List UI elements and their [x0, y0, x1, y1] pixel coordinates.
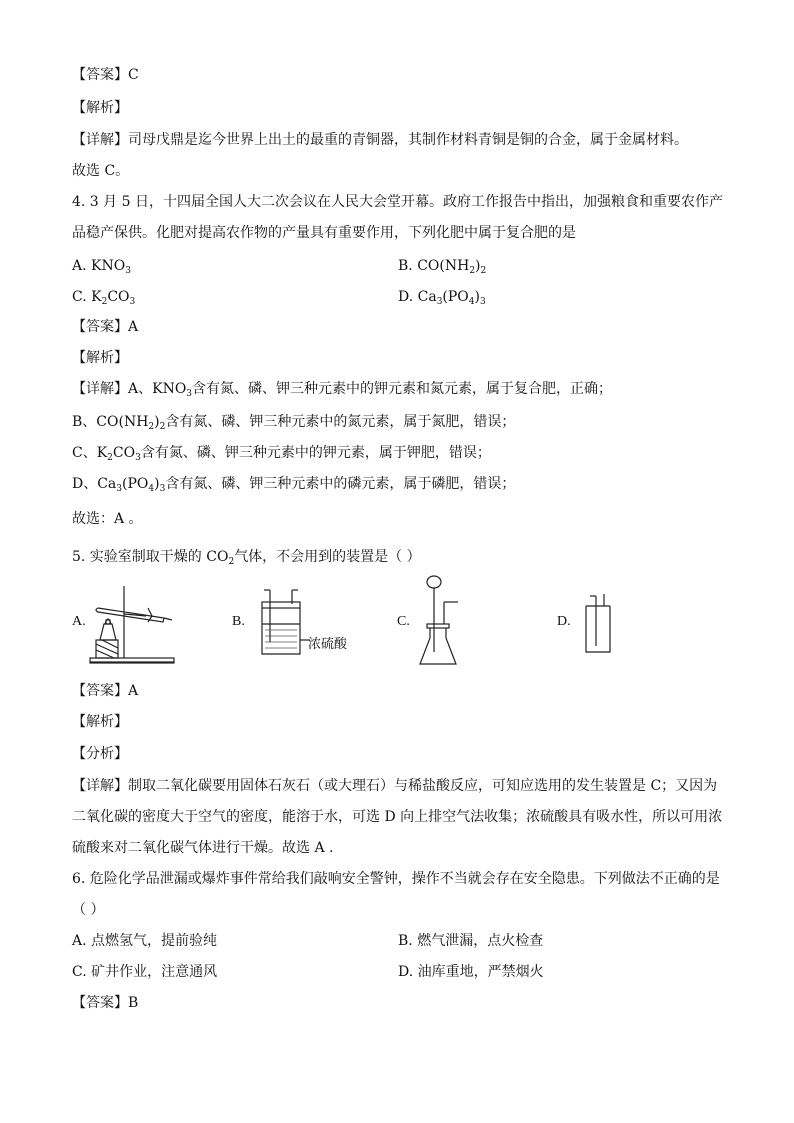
option-text: CO — [107, 289, 130, 305]
q5-stem — [72, 548, 421, 571]
q3-detail-line — [72, 131, 688, 149]
apparatus-a-heating-setup-icon — [88, 578, 178, 668]
subscript: 3 — [129, 297, 136, 307]
acid-label: 浓硫酸 — [308, 637, 348, 652]
q4-detail-a — [72, 380, 612, 403]
q4-detail-c — [72, 444, 491, 467]
q4-stem-line1: 4. 3 月 5 日，十四届全国人大二次会议在人民大会堂开幕。政府工作报告中指出，加强粮食和重要农作产 — [72, 194, 723, 210]
option-text: ) — [475, 258, 481, 274]
subscript: 4 — [468, 297, 475, 307]
subscript: 3 — [186, 389, 193, 399]
subscript: 3 — [125, 266, 131, 276]
detail-tag: 【详解】 — [72, 778, 128, 794]
apparatus-b-wash-bottle-icon — [256, 588, 316, 658]
answer-tag: 【答案】 — [72, 683, 128, 699]
subscript: 2 — [148, 422, 155, 432]
answer-tag: 【答案】 — [72, 319, 128, 335]
q4-analysis-tag: 【解析】 — [72, 350, 128, 366]
detail-text: 含有氮、磷、钾三种元素中的磷元素，属于磷肥，错误； — [165, 476, 516, 492]
q6-stem-line2: （ ） — [72, 902, 105, 918]
answer-value: A — [128, 683, 139, 699]
option-text: A. KNO — [72, 258, 126, 274]
q6-stem-line1: 6. 危险化学品泄漏或爆炸事件常给我们敲响安全警钟，操作不当就会存在安全隐患。下列做法不正确的是 — [72, 871, 720, 887]
q6-option-d: D. 油库重地，严禁烟火 — [398, 964, 544, 980]
detail-text: ) — [154, 414, 160, 430]
detail-text: 含有氮、磷、钾三种元素中的钾元素，属于钾肥，错误； — [140, 445, 491, 461]
q5-label-b: B. — [232, 614, 245, 629]
option-text: ) — [474, 289, 480, 305]
detail-text: C、K — [72, 445, 108, 461]
detail-text: (PO — [122, 476, 149, 492]
q5-answer-line — [72, 682, 138, 700]
subscript: 3 — [436, 297, 443, 307]
answer-tag: 【答案】 — [72, 995, 128, 1011]
detail-text: CO — [112, 445, 136, 461]
subscript: 4 — [148, 484, 155, 494]
answer-value: A — [128, 319, 139, 335]
detail-text: 含有氮、磷、钾三种元素中的钾元素和氮元素，属于复合肥，正确； — [192, 381, 613, 397]
subscript: 2 — [101, 297, 108, 307]
q4-conclusion: 故选：A 。 — [72, 511, 143, 527]
q4-option-c — [72, 288, 135, 311]
option-text: (PO — [442, 289, 469, 305]
q6-option-b: B. 燃气泄漏，点火检查 — [398, 933, 544, 949]
subscript: 3 — [479, 297, 486, 307]
detail-tag: 【详解】 — [72, 132, 128, 148]
q5-detail-line1 — [72, 777, 717, 795]
detail-tag: 【详解】 — [72, 381, 128, 397]
q4-stem-line2: 品稳产保供。化肥对提高农作物的产量具有重要作用，下列化肥中属于复合肥的是 — [72, 225, 576, 241]
q6-option-c: C. 矿井作业，注意通风 — [72, 964, 218, 980]
answer-value: B — [128, 995, 139, 1011]
detail-text: A、KNO — [128, 381, 187, 397]
q3-analysis-tag: 【解析】 — [72, 100, 128, 116]
q5-detail-line2: 二氧化碳的密度大于空气的密度，能溶于水，可选 D 向上排空气法收集；浓硫酸具有吸水性，所以可用浓 — [72, 809, 723, 825]
q5-label-a: A. — [72, 614, 86, 629]
detail-text: 司母戊鼎是迄今世界上出土的最重的青铜器，其制作材料青铜是铜的合金，属于金属材料。 — [128, 132, 688, 148]
option-text: B. CO(NH — [398, 258, 470, 274]
option-text: C. K — [72, 289, 102, 305]
option-text: D. Ca — [398, 289, 437, 305]
detail-text: ) — [154, 476, 160, 492]
q3-conclusion: 故选 C。 — [72, 163, 130, 179]
subscript: 2 — [159, 422, 166, 432]
q6-option-a: A. 点燃氢气，提前验纯 — [72, 933, 218, 949]
q4-detail-d — [72, 475, 515, 498]
q4-option-d — [398, 288, 486, 311]
apparatus-d-collection-bottle-icon — [580, 590, 620, 660]
subscript: 3 — [116, 484, 123, 494]
answer-value: C — [128, 67, 139, 83]
stem-text: 5. 实验室制取干燥的 CO — [72, 549, 229, 565]
q4-detail-b — [72, 413, 515, 436]
subscript: 2 — [480, 266, 487, 276]
detail-text: 含有氮、磷、钾三种元素中的氮元素，属于氮肥，错误； — [165, 414, 516, 430]
q3-answer-line — [72, 66, 139, 84]
q5-label-c: C. — [397, 614, 410, 629]
detail-text: D、Ca — [72, 476, 117, 492]
q6-answer-line — [72, 994, 138, 1012]
answer-tag: 【答案】 — [72, 67, 128, 83]
subscript: 2 — [228, 557, 235, 567]
subscript: 2 — [107, 453, 113, 463]
detail-text: 制取二氧化碳要用固体石灰石（或大理石）与稀盐酸反应，可知应选用的发生装置是 C；又因为 — [128, 778, 718, 794]
q5-detail-line3: 硫酸来对二氧化碳气体进行干燥。故选 A . — [72, 840, 334, 856]
q5-analyze-tag: 【分析】 — [72, 746, 128, 762]
stem-text: 气体，不会用到的装置是（ ） — [234, 549, 421, 565]
detail-text: B、CO(NH — [72, 414, 149, 430]
subscript: 3 — [159, 484, 166, 494]
subscript: 3 — [135, 453, 141, 463]
q4-option-b — [398, 257, 486, 280]
q4-option-a — [72, 257, 131, 280]
apparatus-c-flask-funnel-icon — [414, 574, 464, 670]
subscript: 2 — [469, 266, 476, 276]
q5-analysis-tag: 【解析】 — [72, 714, 128, 730]
q4-answer-line — [72, 318, 138, 336]
q5-label-d: D. — [557, 614, 571, 629]
